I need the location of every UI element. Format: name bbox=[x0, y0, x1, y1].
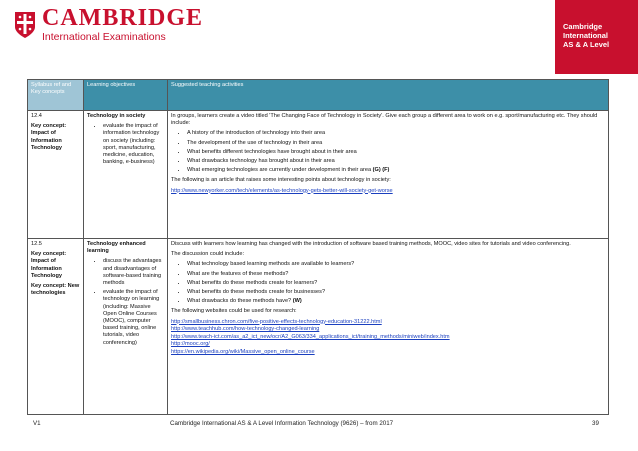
research-link[interactable]: http://www.teachhub.com/how-technology-changed-learning bbox=[171, 326, 320, 333]
teaching-activities-cell bbox=[168, 239, 609, 415]
activity-bullet-last bbox=[187, 298, 605, 305]
article-link[interactable]: http://www.newyorker.com/tech/elements/as-technology-gets-better-will-society-get-worse bbox=[171, 187, 393, 194]
teaching-activities-cell bbox=[168, 111, 609, 239]
objective-bullet: • discuss the advantages and disadvantages of software-based training methods bbox=[103, 258, 164, 287]
activity-tag: (G) (F) bbox=[372, 167, 390, 174]
activity-tag: (W) bbox=[292, 298, 302, 305]
activity-bullet: • What are the features of these methods? bbox=[187, 271, 605, 278]
key-concept: Key concept: Impact of Information Technology bbox=[31, 251, 67, 279]
activity-bullet: • What benefits do these methods create for businesses? bbox=[187, 289, 605, 296]
footer-title: Cambridge International AS & A Level Information Technology (9626) – from 2017 bbox=[170, 420, 394, 427]
research-link[interactable]: http://mooc.org/ bbox=[171, 341, 210, 348]
websites-text: The following websites could be used for research: bbox=[171, 308, 297, 315]
syllabus-ref: 12.5 bbox=[31, 241, 42, 247]
activity-intro: Discuss with learners how learning has changed with the introduction of software based training methods, MOOC, video sites for tutorials and video conferencing. bbox=[171, 241, 571, 247]
learning-objectives-cell bbox=[84, 111, 168, 239]
badge-line: Cambridge bbox=[563, 22, 603, 31]
activity-bullet-text: What drawbacks do these methods have? bbox=[187, 298, 292, 305]
header-syllabus-ref: Syllabus ref and Key concepts bbox=[28, 80, 84, 111]
badge-line: International bbox=[563, 31, 609, 40]
footer-version: V1 bbox=[33, 420, 41, 427]
link-list bbox=[171, 319, 605, 357]
key-concept: Key concept: Impact of Information Technology bbox=[31, 123, 67, 151]
header-teaching-activities: Suggested teaching activities bbox=[168, 80, 609, 111]
activity-bullet: • What drawbacks technology has brought about in their area bbox=[187, 158, 605, 165]
logo-sub: International Examinations bbox=[42, 31, 166, 43]
qualification-badge bbox=[555, 0, 638, 74]
table-header-row bbox=[28, 80, 609, 111]
table-row bbox=[28, 239, 609, 415]
article-text: The following is an article that raises some interesting points about technology in society: bbox=[171, 177, 391, 184]
syllabus-ref-cell bbox=[28, 111, 84, 239]
logo-main: CAMBRIDGE bbox=[42, 5, 204, 31]
objective-bullet: • evaluate the impact of information technology on society (including: sport, manufacturing, medicine, education, banking, e-business) bbox=[103, 123, 164, 166]
learning-objectives-cell bbox=[84, 239, 168, 415]
key-concept: Key concept: New technologies bbox=[31, 283, 80, 297]
research-link[interactable]: http://www.teach-ict.com/as_a2_ict_new/ocr/A2_G063/334_applications_ict/training_methods/miniweb/index.htm bbox=[171, 333, 450, 340]
shield-icon bbox=[14, 11, 36, 39]
research-link[interactable]: http://smallbusiness.chron.com/five-positive-effects-technology-education-31222.html bbox=[171, 318, 382, 325]
syllabus-ref: 12.4 bbox=[31, 113, 42, 119]
activity-intro: In groups, learners create a video titled 'The Changing Face of Technology in Society'. Give each group a different area to work on e.g. sport/manufacturing etc. They should include: bbox=[171, 113, 598, 127]
activity-bullet: • A history of the introduction of technology into their area bbox=[187, 130, 605, 137]
activity-bullet: • What benefits different technologies have brought about in their area bbox=[187, 149, 605, 156]
table-row bbox=[28, 111, 609, 239]
header-learning-objectives: Learning objectives bbox=[84, 80, 168, 111]
activity-bullet: • What technology based learning methods are available to learners? bbox=[187, 261, 605, 268]
discussion-text: The discussion could include: bbox=[171, 251, 245, 258]
activity-bullet-last bbox=[187, 167, 605, 174]
footer-page-number: 39 bbox=[592, 420, 599, 427]
cambridge-logo bbox=[14, 6, 203, 43]
activity-bullet: • What benefits do these methods create for learners? bbox=[187, 280, 605, 287]
objective-bullet: • evaluate the impact of technology on learning (including: Massive Open Online Courses (MOOC), computer based training, online tutorials, video conferencing) bbox=[103, 289, 164, 347]
objective-title: Technology in society bbox=[87, 113, 146, 119]
activity-bullet-text: What emerging technologies are currently under development in their area bbox=[187, 167, 372, 174]
objective-title: Technology enhanced learning bbox=[87, 241, 146, 255]
scheme-of-work-table bbox=[27, 79, 609, 415]
syllabus-ref-cell bbox=[28, 239, 84, 415]
research-link[interactable]: https://en.wikipedia.org/wiki/Massive_open_online_course bbox=[171, 349, 315, 355]
activity-bullet: • The development of the use of technology in their area bbox=[187, 140, 605, 147]
badge-line: AS & A Level bbox=[563, 40, 610, 49]
